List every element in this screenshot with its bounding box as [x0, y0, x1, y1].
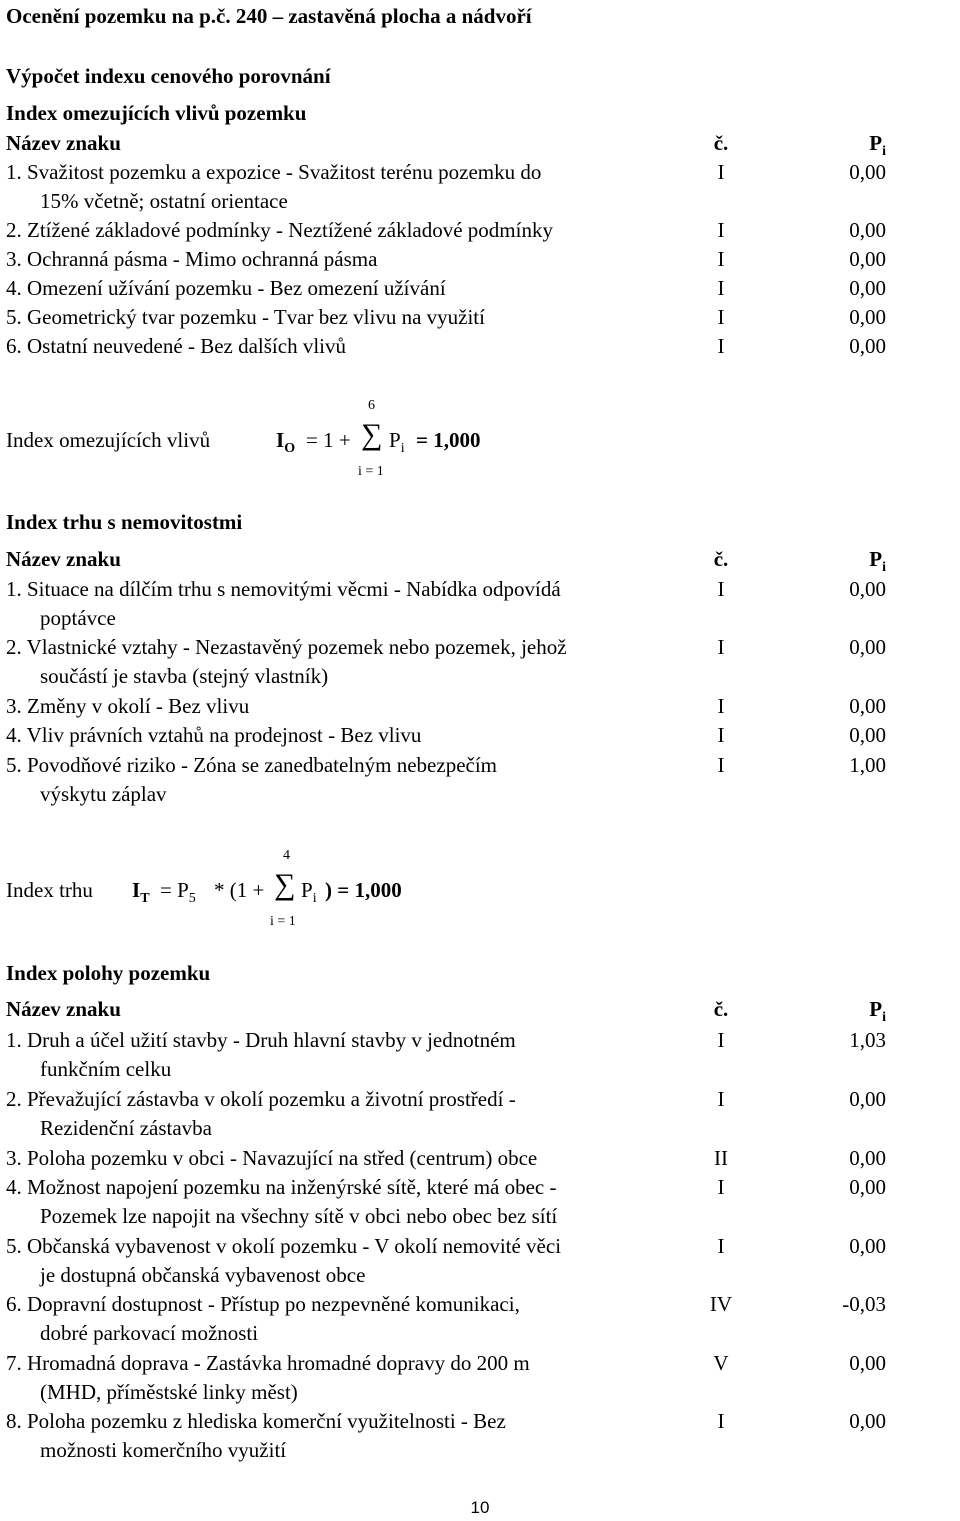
row-p: 1,00: [849, 753, 886, 777]
table-row: [6, 160, 946, 188]
col-header-name: Název znaku: [6, 547, 121, 571]
row-p: 0,00: [849, 1234, 886, 1258]
row-c: I: [717, 1409, 725, 1433]
row-p: 0,00: [849, 1087, 886, 1111]
row-p: 1,03: [849, 1028, 886, 1052]
row-label: 3. Poloha pozemku v obci - Navazující na střed (centrum) obce: [6, 1146, 538, 1170]
table-header-restrictions: [6, 131, 946, 159]
row-c: I: [717, 218, 725, 242]
table-row: [6, 1175, 946, 1203]
row-label: 4. Vliv právních vztahů na prodejnost - Bez vlivu: [6, 723, 422, 747]
table-row: [6, 305, 946, 333]
formula-result: = 1,000: [416, 428, 481, 452]
row-c: I: [717, 334, 725, 358]
row-label-2: výskytu záplav: [40, 782, 167, 806]
row-p: 0,00: [849, 218, 886, 242]
row-p: 0,00: [849, 1409, 886, 1433]
formula-expression: = 1 +: [306, 428, 351, 452]
row-label-2: dobré parkovací možnosti: [40, 1321, 259, 1345]
row-c: I: [717, 276, 725, 300]
col-header-p: $P_i$: [869, 547, 886, 575]
table-row-continuation: [6, 606, 946, 634]
row-c: I: [717, 635, 725, 659]
formula-symbol: $I_T$: [132, 878, 150, 906]
row-label-2: součástí je stavba (stejný vlastník): [40, 664, 329, 688]
row-label: 7. Hromadná doprava - Zastávka hromadné dopravy do 200 m: [6, 1351, 530, 1375]
table-row: [6, 1409, 946, 1437]
formula-term: $P_i$: [389, 428, 405, 456]
table-row-continuation: [6, 1380, 946, 1408]
table-row-continuation: [6, 782, 946, 810]
row-c: I: [717, 1028, 725, 1052]
section-heading-market: Index trhu s nemovitostmi: [6, 510, 243, 534]
row-p: 0,00: [849, 247, 886, 271]
row-p: 0,00: [849, 577, 886, 601]
row-c: I: [717, 723, 725, 747]
col-header-p: $P_i$: [869, 131, 886, 159]
row-label: 3. Změny v okolí - Bez vlivu: [6, 694, 250, 718]
row-label: 5. Geometrický tvar pozemku - Tvar bez vlivu na využití: [6, 305, 485, 329]
table-row: [6, 1028, 946, 1056]
row-label: 6. Dopravní dostupnost - Přístup po nezpevněné komunikaci,: [6, 1292, 520, 1316]
row-label: 4. Omezení užívání pozemku - Bez omezení užívání: [6, 276, 446, 300]
row-p: 0,00: [849, 723, 886, 747]
document-title: Ocenění pozemku na p.č. 240 – zastavěná plocha a nádvoří: [6, 4, 532, 28]
sum-sign-icon: ∑: [361, 418, 383, 451]
table-row-continuation: [6, 1204, 946, 1232]
formula-result: ) = 1,000: [325, 878, 402, 902]
row-c: I: [717, 1234, 725, 1258]
table-row: [6, 1351, 946, 1379]
row-p: 0,00: [849, 1351, 886, 1375]
row-c: V: [713, 1351, 729, 1375]
formula-label: Index omezujících vlivů: [6, 428, 211, 452]
row-label-2: (MHD, příměstské linky měst): [40, 1380, 298, 1404]
row-c: I: [717, 694, 725, 718]
row-label: 3. Ochranná pásma - Mimo ochranná pásma: [6, 247, 378, 271]
row-c: I: [717, 577, 725, 601]
col-header-name: Název znaku: [6, 131, 121, 155]
table-row: [6, 334, 946, 362]
table-row: [6, 723, 946, 751]
row-label: 2. Vlastnické vztahy - Nezastavěný pozemek nebo pozemek, jehož: [6, 635, 567, 659]
table-row: [6, 577, 946, 605]
row-label: 2. Ztížené základové podmínky - Neztížené základové podmínky: [6, 218, 553, 242]
row-p: 0,00: [849, 694, 886, 718]
table-row: [6, 276, 946, 304]
sum-upper-limit: 6: [368, 398, 375, 413]
page-number: 10: [470, 1498, 490, 1517]
row-p: 0,00: [849, 305, 886, 329]
col-header-c: č.: [713, 547, 729, 571]
row-label: 1. Situace na dílčím trhu s nemovitými věcmi - Nabídka odpovídá: [6, 577, 561, 601]
col-header-c: č.: [713, 997, 729, 1021]
formula-term: $P_i$: [301, 878, 317, 906]
row-label: 1. Druh a účel užití stavby - Druh hlavní stavby v jednotném: [6, 1028, 516, 1052]
row-p: 0,00: [849, 334, 886, 358]
row-label: 5. Občanská vybavenost v okolí pozemku - V okolí nemovité věci: [6, 1234, 562, 1258]
row-label: 6. Ostatní neuvedené - Bez dalších vlivů: [6, 334, 346, 358]
row-p: 0,00: [849, 160, 886, 184]
row-p: 0,00: [849, 1146, 886, 1170]
row-c: I: [717, 1175, 725, 1199]
table-row: [6, 1292, 946, 1320]
row-label-2: poptávce: [40, 606, 116, 630]
row-label: 2. Převažující zástavba v okolí pozemku a životní prostředí -: [6, 1087, 516, 1111]
formula-label: Index trhu: [6, 878, 93, 902]
formula-expression-2: * (1 +: [214, 878, 265, 902]
table-row-continuation: [6, 189, 946, 217]
table-header-location: [6, 997, 946, 1025]
row-label-2: Pozemek lze napojit na všechny sítě v obci nebo obec bez sítí: [40, 1204, 558, 1228]
table-row: [6, 1087, 946, 1115]
table-row: [6, 1146, 946, 1174]
formula-symbol: $I_O$: [276, 428, 296, 456]
table-row: [6, 694, 946, 722]
col-header-name: Název znaku: [6, 997, 121, 1021]
row-label: 5. Povodňové riziko - Zóna se zanedbatelným nebezpečím: [6, 753, 497, 777]
sum-upper-limit: 4: [283, 848, 290, 863]
table-row-continuation: [6, 1116, 946, 1144]
row-c: II: [714, 1146, 728, 1170]
row-c: IV: [709, 1292, 733, 1316]
row-c: I: [717, 247, 725, 271]
sum-sign-icon: ∑: [274, 868, 296, 901]
table-row: [6, 247, 946, 275]
row-p: 0,00: [849, 635, 886, 659]
section-heading-restrictions: Index omezujících vlivů pozemku: [6, 101, 307, 125]
row-p: 0,00: [849, 1175, 886, 1199]
table-row-continuation: [6, 664, 946, 692]
row-c: I: [717, 160, 725, 184]
section-heading-price-index: Výpočet indexu cenového porovnání: [6, 64, 331, 88]
row-label-2: 15% včetně; ostatní orientace: [40, 189, 288, 213]
row-c: I: [717, 1087, 725, 1111]
table-row: [6, 218, 946, 246]
sum-lower-limit: i = 1: [270, 914, 296, 929]
table-row: [6, 753, 946, 781]
row-label: 1. Svažitost pozemku a expozice - Svažitost terénu pozemku do: [6, 160, 542, 184]
table-row: [6, 1234, 946, 1262]
row-label: 8. Poloha pozemku z hlediska komerční využitelnosti - Bez: [6, 1409, 506, 1433]
row-p: 0,00: [849, 276, 886, 300]
col-header-c: č.: [713, 131, 729, 155]
row-c: I: [717, 753, 725, 777]
table-row-continuation: [6, 1057, 946, 1085]
row-label-2: možnosti komerčního využití: [40, 1438, 287, 1462]
row-label: 4. Možnost napojení pozemku na inženýrské sítě, které má obec -: [6, 1175, 557, 1199]
col-header-p: $P_i$: [869, 997, 886, 1025]
table-row-continuation: [6, 1438, 946, 1466]
sum-lower-limit: i = 1: [358, 464, 384, 479]
formula-expression: = $P_5$: [160, 878, 196, 906]
row-label-2: Rezidenční zástavba: [40, 1116, 212, 1140]
table-header-market: [6, 547, 946, 575]
table-row: [6, 635, 946, 663]
section-heading-location: Index polohy pozemku: [6, 961, 211, 985]
row-p: -0,03: [842, 1292, 886, 1316]
table-row-continuation: [6, 1321, 946, 1349]
row-c: I: [717, 305, 725, 329]
row-label-2: funkčním celku: [40, 1057, 172, 1081]
row-label-2: je dostupná občanská vybavenost obce: [40, 1263, 366, 1287]
table-row-continuation: [6, 1263, 946, 1291]
